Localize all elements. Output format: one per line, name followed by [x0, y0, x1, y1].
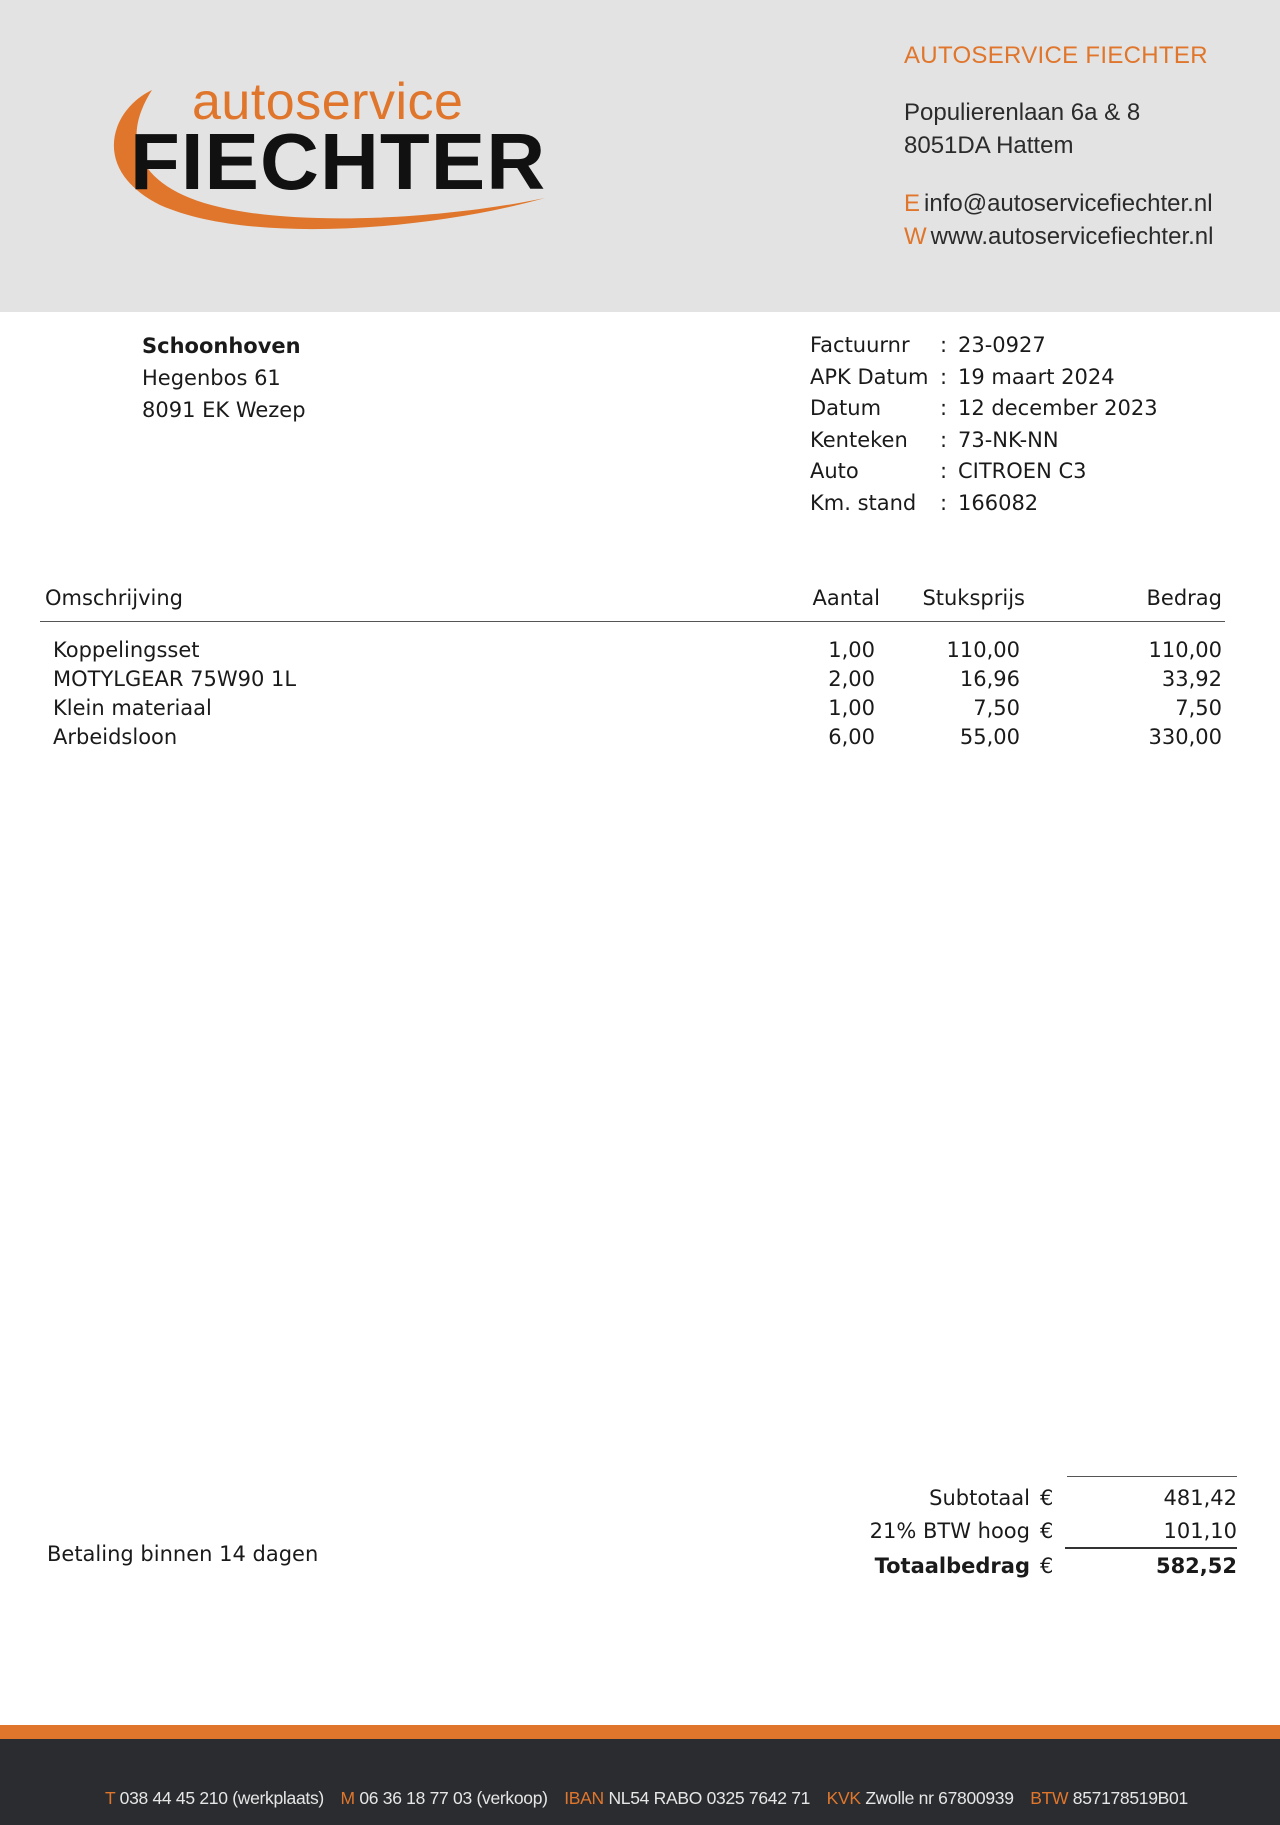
- footer-phone: 038 44 45 210 (werkplaats): [119, 1788, 324, 1808]
- company-details: [904, 42, 1274, 253]
- footer-vat-number: 857178519B01: [1072, 1788, 1188, 1808]
- footer-iban-label: IBAN: [564, 1788, 604, 1808]
- item-description: MOTYLGEAR 75W90 1L: [53, 667, 297, 691]
- item-amount: 33,92: [1161, 667, 1222, 691]
- subtotal-value: 481,42: [1163, 1486, 1237, 1510]
- meta-key: APK Datum: [810, 364, 929, 389]
- meta-key: Kenteken: [810, 427, 908, 452]
- item-quantity: 1,00: [828, 638, 875, 662]
- item-amount: 110,00: [1148, 638, 1222, 662]
- footer-mobile: 06 36 18 77 03 (verkoop): [359, 1788, 548, 1808]
- meta-separator: :: [940, 396, 948, 420]
- letterhead: [0, 0, 1280, 312]
- meta-key: Datum: [810, 396, 882, 420]
- item-quantity: 1,00: [828, 696, 875, 720]
- footer-accent-bar: [0, 1725, 1280, 1739]
- company-website: www.autoservicefiechter.nl: [930, 223, 1214, 250]
- item-unit-price: 7,50: [973, 696, 1020, 720]
- table-row: [40, 638, 1225, 667]
- header-unit-price: Stuksprijs: [922, 586, 1025, 610]
- meta-separator: :: [940, 333, 948, 357]
- total-value: 582,52: [1155, 1554, 1237, 1578]
- meta-row-invoice-number: [810, 330, 1158, 362]
- table-row: [40, 725, 1225, 754]
- totals-divider: [1065, 1547, 1237, 1549]
- web-label: W: [904, 223, 927, 250]
- company-street: Populierenlaan 6a & 8: [904, 99, 1141, 126]
- item-unit-price: 55,00: [959, 725, 1020, 749]
- currency-symbol: €: [1040, 1519, 1054, 1543]
- payment-terms: Betaling binnen 14 dagen: [47, 1542, 319, 1566]
- meta-row-date: [810, 393, 1158, 425]
- item-description: Koppelingsset: [53, 638, 200, 662]
- meta-separator: :: [940, 490, 948, 515]
- header-quantity: Aantal: [812, 586, 880, 610]
- logo-text-small: autoservice: [192, 73, 464, 131]
- meta-value: 166082: [958, 490, 1039, 515]
- company-logo: [100, 70, 560, 240]
- meta-separator: :: [940, 364, 948, 389]
- subtotal-label: Subtotaal: [929, 1486, 1030, 1510]
- company-email-row: [904, 187, 1274, 220]
- vat-value: 101,10: [1163, 1519, 1237, 1543]
- footer-iban: NL54 RABO 0325 7642 71: [608, 1788, 811, 1808]
- customer-street: Hegenbos 61: [142, 366, 281, 390]
- items-table-body: [40, 638, 1225, 754]
- meta-key: Km. stand: [810, 490, 917, 515]
- customer-name: Schoonhoven: [142, 334, 301, 358]
- item-amount: 330,00: [1148, 725, 1222, 749]
- logo-text-big: FIECHTER: [130, 117, 547, 206]
- item-description: Arbeidsloon: [53, 725, 178, 749]
- meta-row-mileage: [810, 488, 1158, 520]
- customer-address: [142, 330, 306, 426]
- invoice-meta: [810, 330, 1158, 519]
- meta-row-apk-date: [810, 362, 1158, 394]
- footer: [0, 1739, 1280, 1825]
- item-quantity: 6,00: [828, 725, 875, 749]
- footer-contact-line: [105, 1788, 1200, 1809]
- vat-row: [780, 1519, 1240, 1549]
- meta-value: 12 december 2023: [958, 396, 1158, 420]
- meta-value: 73-NK-NN: [958, 427, 1059, 452]
- meta-row-license-plate: [810, 425, 1158, 457]
- item-description: Klein materiaal: [53, 696, 212, 720]
- meta-separator: :: [940, 427, 948, 452]
- item-unit-price: 110,00: [946, 638, 1020, 662]
- meta-key: Auto: [810, 459, 859, 483]
- totals-divider-top: [1067, 1476, 1237, 1477]
- company-name: AUTOSERVICE FIECHTER: [904, 42, 1208, 69]
- table-row: [40, 696, 1225, 725]
- total-label: Totaalbedrag: [874, 1554, 1030, 1578]
- header-description: Omschrijving: [45, 586, 183, 610]
- currency-symbol: €: [1040, 1486, 1054, 1510]
- footer-mobile-label: M: [340, 1788, 355, 1808]
- subtotal-row: [780, 1486, 1240, 1516]
- footer-phone-label: T: [105, 1788, 116, 1808]
- item-quantity: 2,00: [828, 667, 875, 691]
- header-amount: Bedrag: [1146, 586, 1222, 610]
- vat-label: 21% BTW hoog: [869, 1519, 1030, 1543]
- company-city: 8051DA Hattem: [904, 132, 1074, 159]
- item-unit-price: 16,96: [959, 667, 1020, 691]
- meta-key: Factuurnr: [810, 333, 910, 357]
- footer-vat-label: BTW: [1030, 1788, 1069, 1808]
- customer-city: 8091 EK Wezep: [142, 398, 306, 422]
- footer-kvk-label: KVK: [826, 1788, 861, 1808]
- meta-value: CITROEN C3: [958, 459, 1087, 483]
- total-row: [780, 1554, 1240, 1584]
- meta-separator: :: [940, 459, 948, 483]
- table-row: [40, 667, 1225, 696]
- currency-symbol: €: [1040, 1554, 1054, 1578]
- meta-value: 23-0927: [958, 333, 1046, 357]
- email-label: E: [904, 190, 921, 217]
- company-web-row: [904, 220, 1274, 253]
- items-table-header: [40, 582, 1225, 622]
- meta-row-car: [810, 456, 1158, 488]
- company-email: info@autoservicefiechter.nl: [924, 190, 1213, 217]
- footer-kvk: Zwolle nr 67800939: [865, 1788, 1014, 1808]
- meta-value: 19 maart 2024: [958, 364, 1115, 389]
- item-amount: 7,50: [1175, 696, 1222, 720]
